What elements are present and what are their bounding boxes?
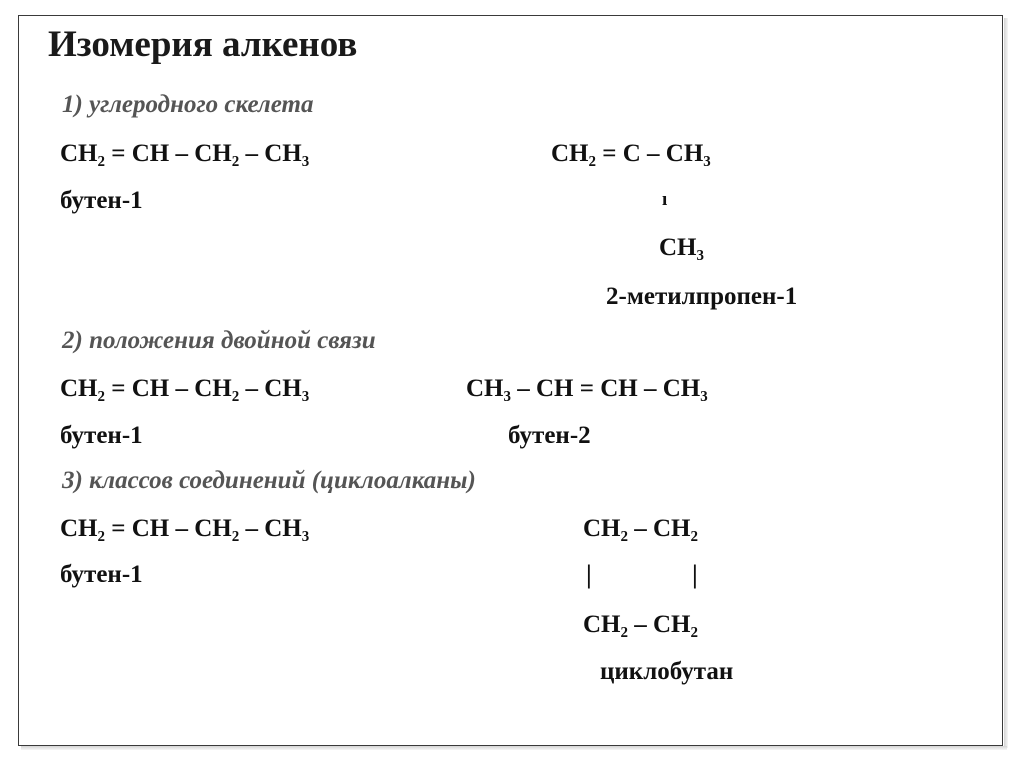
section-heading-carbon-skeleton: 1) углеродного скелета	[62, 91, 314, 118]
formula-methyl-branch: CH₃	[659, 234, 704, 261]
name-butene-1: бутен-1	[60, 187, 143, 214]
name-butene-2: бутен-2	[508, 422, 591, 449]
section-heading-double-bond-position: 2) положения двойной связи	[62, 327, 376, 354]
formula-ring-top: CH₂ – CH₂	[583, 515, 698, 542]
slide-shadow-right	[1004, 18, 1008, 748]
slide-shadow-bottom	[21, 746, 1007, 750]
slide-title: Изомерия алкенов	[48, 24, 358, 65]
formula-butene-1: CH₂ = CH – CH₂ – CH₃	[60, 140, 310, 167]
ring-bond-right: |	[692, 560, 698, 589]
name-butene-1: бутен-1	[60, 422, 143, 449]
branch-bond: ı	[662, 189, 668, 210]
name-2-methylpropene-1: 2-метилпропен-1	[606, 283, 798, 310]
formula-ring-bottom: CH₂ – CH₂	[583, 611, 698, 638]
section-heading-compound-classes: 3) классов соединений (циклоалканы)	[62, 467, 476, 494]
ring-bond-left: |	[586, 560, 592, 589]
formula-butene-1: CH₂ = CH – CH₂ – CH₃	[60, 515, 310, 542]
formula-butene-2: CH₃ – CH = CH – CH₃	[466, 375, 708, 402]
formula-methylpropene: CH₂ = C – CH₃	[551, 140, 711, 167]
formula-butene-1: CH₂ = CH – CH₂ – CH₃	[60, 375, 310, 402]
name-cyclobutane: циклобутан	[600, 658, 734, 685]
name-butene-1: бутен-1	[60, 561, 143, 588]
